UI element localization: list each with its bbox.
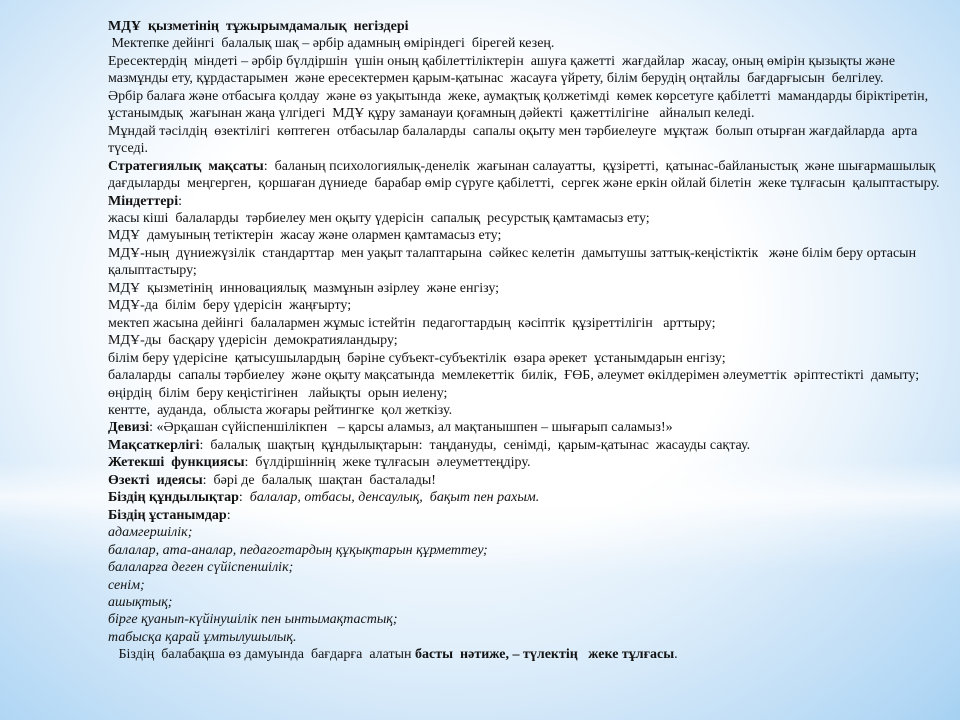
- text-run: Біздің ұстанымдар: [108, 507, 227, 523]
- text-run: балалар, отбасы, денсаулық, бақыт пен рахым.: [249, 490, 540, 506]
- text-run: Мектепке дейінгі балалық шақ – әрбір адамның өміріндегі бірегей кезең.: [108, 36, 555, 52]
- text-run: балалар, ата-аналар, педагогтардың құқықтарын құрметтеу;: [108, 542, 488, 558]
- text-run: Ересектердің міндеті – әрбір бүлдіршін үшін оның қабілеттіліктерін ашуға қажетті жағдайлар жасау, оның өмірін қызықты және мазмұнды ету, құрдастарымен және ересектермен қарым-қатынас жасауға үйрету, білім берудің оңтайлы бағдарғысын белгілеу.: [108, 53, 899, 87]
- paragraph: [108, 542, 952, 559]
- paragraph: [108, 280, 952, 297]
- text-run: Мақсаткерлігі: [108, 437, 200, 453]
- paragraph: [108, 524, 952, 541]
- text-run: адамгершілік;: [108, 525, 193, 541]
- paragraph: [108, 402, 952, 419]
- paragraph: [108, 53, 952, 88]
- text-run: МДҰ дамуының тетіктерін жасау және олармен қамтамасыз ету;: [108, 228, 502, 244]
- paragraph: [108, 35, 952, 52]
- text-run: МДҰ қызметінің инновациялық мазмұнын әзірлеу және енгізу;: [108, 280, 500, 296]
- text-run: сенім;: [108, 577, 145, 593]
- text-run: :: [178, 193, 182, 209]
- paragraph: [108, 88, 952, 123]
- text-run: : бәрі де балалық шақтан басталады!: [202, 472, 436, 488]
- paragraph: [108, 437, 952, 454]
- text-run: табысқа қарай ұмтылушылық.: [108, 629, 297, 645]
- paragraph: [108, 419, 952, 436]
- paragraph: [108, 158, 952, 193]
- paragraph: [108, 193, 952, 210]
- paragraph: [108, 210, 952, 227]
- text-run: өңірдің білім беру кеңістігінен лайықты орын иелену;: [108, 385, 448, 401]
- paragraph: [108, 611, 952, 628]
- paragraph: [108, 385, 952, 402]
- paragraph: [108, 315, 952, 332]
- text-run: МДҰ-ның дүниежүзілік стандарттар мен уақыт талаптарына сәйкес келетін дамытушы заттық-кеңістіктік және білім беру ортасын қалыптастыру;: [108, 245, 920, 279]
- text-run: балаларға деген сүйіспеншілік;: [108, 560, 294, 576]
- paragraph: [108, 332, 952, 349]
- text-run: МДҰ-ды басқару үдерісін демократияландыру;: [108, 333, 398, 349]
- text-run: Біздің балабақша өз дамуында бағдарға алатын: [108, 647, 416, 663]
- paragraph: [108, 227, 952, 244]
- paragraph: [108, 454, 952, 471]
- text-run: : бүлдіршіннің жеке тұлғасын әлеуметтеңдіру.: [244, 455, 531, 471]
- text-run: басты нәтиже, – түлектің жеке тұлғасы: [415, 647, 675, 663]
- paragraph: [108, 472, 952, 489]
- paragraph: [108, 297, 952, 314]
- paragraph: [108, 594, 952, 611]
- paragraph: [108, 123, 952, 158]
- paragraph: [108, 577, 952, 594]
- text-run: Жетекші функциясы: [108, 455, 245, 471]
- paragraph: [108, 646, 952, 663]
- paragraph: [108, 350, 952, 367]
- paragraph: [108, 559, 952, 576]
- paragraph: [108, 367, 952, 384]
- text-run: : баланың психологиялық-денелік жағынан салауатты, құзіретті, қатынас-байланыстық және шығармашылық дағдыларды меңгерген, қоршаған дүниеде барабар өмір сүруге қабілетті, сергек және еркін ойлай білетін жеке тұлғасын қалыптастыру.: [108, 158, 943, 192]
- text-run: балаларды сапалы тәрбиелеу және оқыту мақсатында мемлекеттік билік, ҒӨБ, әлеумет өкілдерімен әлеуметтік әріптестікті дамыту;: [108, 368, 920, 384]
- text-run: ашықтық;: [108, 594, 173, 610]
- text-run: МДҰ қызметінің тұжырымдамалық негіздері: [108, 19, 409, 34]
- text-run: Өзекті идеясы: [108, 472, 203, 488]
- text-run: білім беру үдерісіне қатысушылардың бәріне субъект-субъектілік өзара әрекет ұстанымдарын енгізу;: [108, 350, 726, 366]
- slide-text: [108, 18, 952, 664]
- text-run: Міндеттері: [108, 193, 179, 209]
- paragraph: [108, 18, 952, 35]
- text-run: МДҰ-да білім беру үдерісін жаңғырту;: [108, 298, 352, 314]
- text-run: Мұндай тәсілдің өзектілігі көптеген отбасылар балаларды сапалы оқыту мен тәрбиелеуге мұқтаж болып отырған жағдайларда арта түседі.: [108, 123, 921, 157]
- text-run: Стратегиялық мақсаты: [108, 158, 264, 174]
- text-run: : балалық шақтың құндылықтарын: таңдануды, сенімді, қарым-қатынас жасауды сақтау.: [199, 437, 751, 453]
- text-run: бірге қуанып-күйінушілік пен ынтымақтастық;: [108, 612, 398, 628]
- text-run: мектеп жасына дейінгі балалармен жұмыс істейтін педагогтардың кәсіптік құзіреттілігін арттыру;: [108, 315, 716, 331]
- paragraph: [108, 629, 952, 646]
- text-run: .: [674, 647, 678, 663]
- text-run: : «Әрқашан сүйіспеншілікпен – қарсы аламыз, ал мақтанышпен – шығарып саламыз!»: [149, 420, 673, 436]
- text-run: Девизі: [108, 420, 150, 436]
- text-run: Біздің құндылықтар: [108, 490, 239, 506]
- text-run: кентте, ауданда, облыста жоғары рейтингке қол жеткізу.: [108, 402, 453, 418]
- paragraph: [108, 489, 952, 506]
- paragraph: [108, 507, 952, 524]
- text-run: Әрбір балаға және отбасыға қолдау және өз уақытында жеке, аумақтық қолжетімді көмек көрсетуге қабілетті мамандарды біріктіретін, ұстанымдық жағынан жаңа үлгідегі МДҰ құру заманауи қоғамның дәйекті қажеттілігіне айналып келеді.: [108, 88, 936, 122]
- text-run: жасы кіші балаларды тәрбиелеу мен оқыту үдерісін сапалық ресурстық қамтамасыз ету;: [108, 210, 650, 226]
- text-run: :: [238, 490, 250, 506]
- paragraph: [108, 245, 952, 280]
- text-run: :: [226, 507, 231, 523]
